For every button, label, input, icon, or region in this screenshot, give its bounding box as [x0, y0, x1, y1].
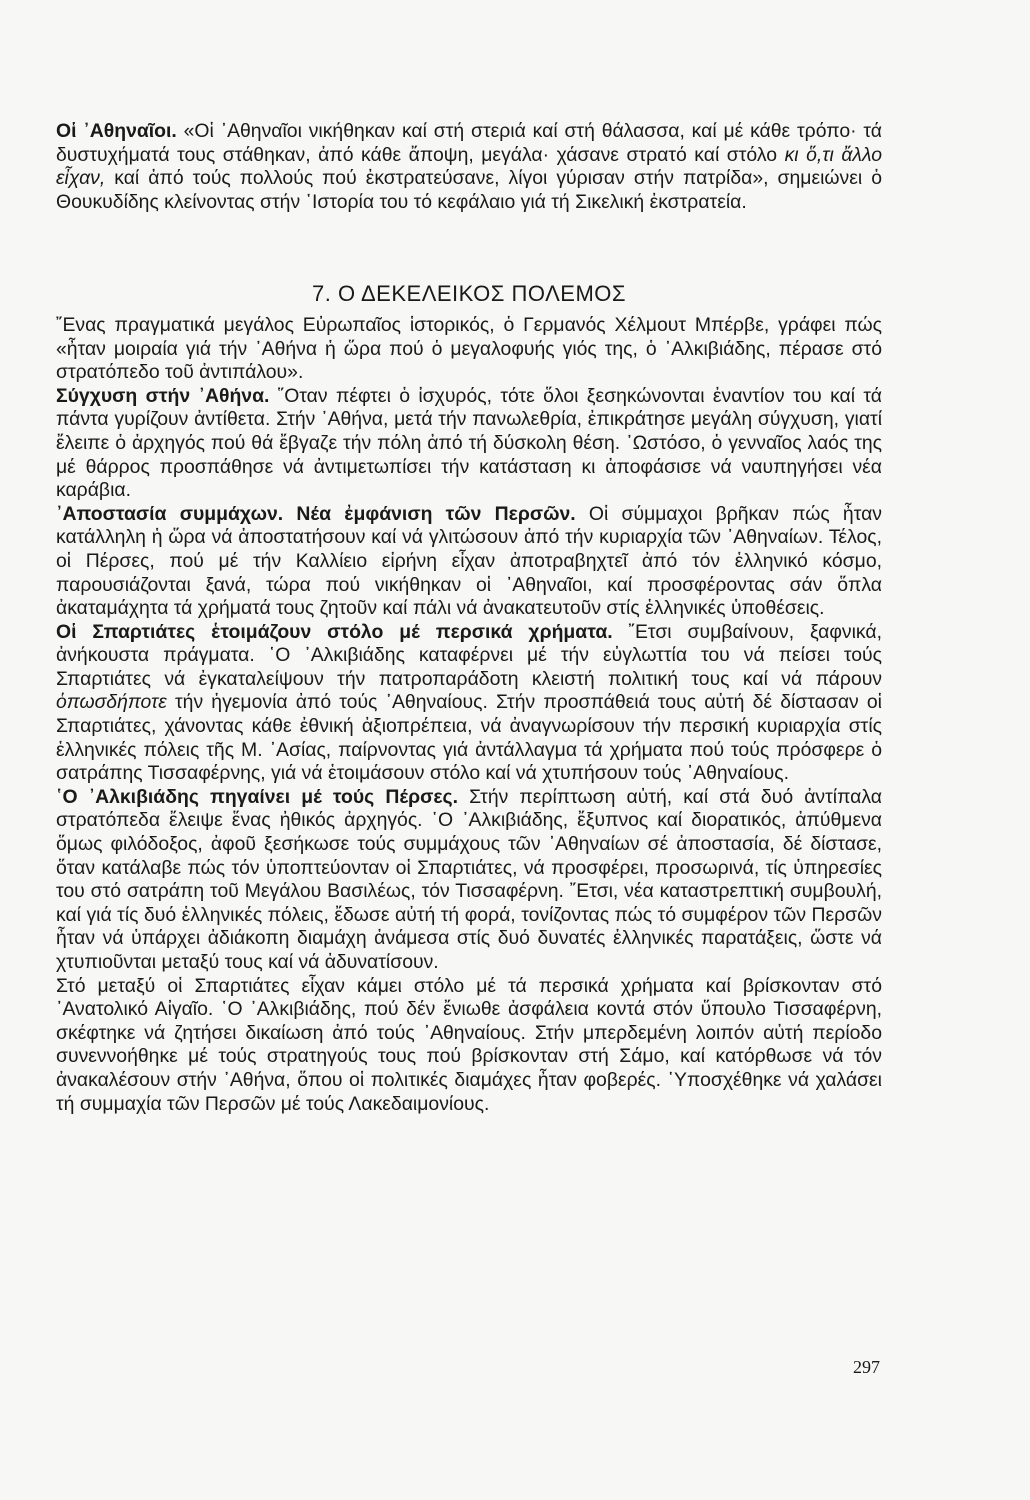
intro-text-1: «Οἱ ᾿Αθηναῖοι νικήθηκαν καί στή στεριά καί στή θάλασσα, καί μέ κάθε τρόπο· τά δυστυχήματά τους στάθηκαν, ἀπό κάθε ἄποψη, μεγάλα· χάσανε στρατό καί στόλο [56, 120, 882, 166]
paragraph-spartan-fleet [56, 621, 882, 786]
defection-heading: ᾿Αποστασία συμμάχων. Νέα ἐμφάνιση τῶν Περσῶν. [56, 502, 576, 525]
spartan-fleet-italic: ὁπωσδήποτε [56, 691, 167, 714]
confusion-text: ῞Οταν πέφτει ὁ ἰσχυρός, τότε ὅλοι ξεσηκώνονται ἐναντίον του καί τά πάντα γυρίζουν ἀντίθετα. Στήν ᾿Αθήνα, μετά τήν πανωλεθρία, ἐπικράτησε μεγάλη σύγχυση, γιατί ἔλειπε ὁ ἀρχηγός πού θά ἔβγαζε τήν πόλη ἀπό τή δύσκολη θέση. ᾿Ωστόσο, ὁ γενναῖος λαός της μέ θάρρος προσπάθησε νά ἀντιμετωπίσει τήν κατάσταση κι ἀποφάσισε νά ναυπηγήσει νέα καράβια. [56, 384, 882, 502]
spartan-fleet-text-2: τήν ἡγεμονία ἀπό τούς ᾿Αθηναίους. Στήν προσπάθειά τους αὐτή δέ δίστασαν οἱ Σπαρτιάτες, χάνοντας κάθε ἐθνική ἀξιοπρέπεια, νά ἀναγνωρίσουν τήν περσική κυριαρχία στίς ἑλληνικές πόλεις τῆς Μ. ᾿Ασίας, παίρνοντας γιά ἀντάλλαγμα τά χρήματα πού τούς πρόσφερε ὁ σατράπης Τισσαφέρνης, γιά νά ἑτοιμάσουν στόλο καί νά χτυπήσουν τούς ᾿Αθηναίους. [56, 691, 882, 785]
page-body [56, 120, 882, 1116]
spartan-fleet-heading: Οἱ Σπαρτιάτες ἑτοιμάζουν στόλο μέ περσικά χρήματα. [56, 620, 613, 643]
intro-paragraph [56, 120, 882, 214]
alcibiades-heading: ῾Ο ᾿Αλκιβιάδης πηγαίνει μέ τούς Πέρσες. [56, 785, 459, 808]
intro-text-2: καί ἀπό τούς πολλούς πού ἐκστρατεύσανε, λίγοι γύρισαν στήν πατρίδα», σημειώνει ὁ Θουκυδίδης κλείνοντας στήν ῾Ιστορία του τό κεφάλαιο γιά τή Σικελική ἐκστρατεία. [56, 167, 882, 213]
defection-text: Οἱ σύμμαχοι βρῆκαν πώς ἦταν κατάλληλη ἡ ὥρα νά ἀποστατήσουν καί νά γλιτώσουν ἀπό τήν κυριαρχία τῶν ᾿Αθηναίων. Τέλος, οἱ Πέρσες, πού μέ τήν Καλλίειο εἰρήνη εἶχαν ἀποτραβηχτεῖ ἀπό τόν ἑλληνικό κόσμο, παρουσιάζονται ξανά, τώρα πού νικήθηκαν οἱ ᾿Αθηναῖοι, καί προσφέροντας σάν ὅπλα ἀκαταμάχητα τά χρήματά τους ζητοῦν καί πάλι νά ἀνακατευτοῦν στίς ἑλληνικές ὑποθέσεις. [56, 502, 882, 620]
intro-heading: Οἱ ᾿Αθηναῖοι. [56, 120, 177, 142]
paragraph-confusion [56, 385, 882, 503]
confusion-heading: Σύγχυση στήν ᾿Αθήνα. [56, 384, 270, 407]
paragraph-berve: ῎Ενας πραγματικά μεγάλος Εὐρωπαῖος ἱστορικός, ὁ Γερμανός Χέλμουτ Μπέρβε, γράφει πώς «ἦταν μοιραία γιά τήν ᾿Αθήνα ἡ ὥρα πού ὁ μεγαλοφυής γιός της, ὁ ᾿Αλκιβιάδης, πέρασε στό στρατόπεδο τοῦ ἀντιπάλου». [56, 313, 882, 384]
paragraph-meanwhile: Στό μεταξύ οἱ Σπαρτιάτες εἶχαν κάμει στόλο μέ τά περσικά χρήματα καί βρίσκονταν στό ᾿Ανατολικό Αἰγαῖο. ῾Ο ᾿Αλκιβιάδης, πού δέν ἔνιωθε ἀσφάλεια κοντά στόν ὕπουλο Τισσαφέρνη, σκέφτηκε νά ζητήσει δικαίωση ἀπό τούς ᾿Αθηναίους. Στήν μπερδεμένη λοιπόν αὐτή περίοδο συνεννοήθηκε μέ τούς στρατηγούς τους πού βρίσκονταν στή Σάμο, καί κατόρθωσε νά τόν ἀνακαλέσουν στήν ᾿Αθήνα, ὅπου οἱ πολιτικές διαμάχες ἦταν φοβερές. ῾Υποσχέθηκε νά χαλάσει τή συμμαχία τῶν Περσῶν μέ τούς Λακεδαιμονίους. [56, 974, 882, 1115]
paragraph-defection [56, 503, 882, 621]
intro-italic: κι ὅ,τι ἄλλο εἶχαν, [56, 143, 882, 190]
page-number: 297 [853, 1357, 880, 1377]
paragraph-alcibiades-persians [56, 786, 882, 975]
spartan-fleet-text-1: ῎Ετσι συμβαίνουν, ξαφνικά, ἀνήκουστα πράγματα. ῾Ο ᾿Αλκιβιάδης καταφέρνει μέ τήν εὐγλωττία του νά πείσει τούς Σπαρτιάτες νά ἐγκαταλείψουν τήν πατροπαράδοτη κλειστή πολιτική τους καί νά πάρουν [56, 620, 882, 690]
section-title: 7. Ο ΔΕΚΕΛΕΙΚΟΣ ΠΟΛΕΜΟΣ [312, 281, 626, 307]
alcibiades-text: Στήν περίπτωση αὐτή, καί στά δυό ἀντίπαλα στρατόπεδα ἔλειψε ἕνας ἠθικός ἀρχηγός. ῾Ο ᾿Αλκιβιάδης, ἔξυπνος καί διορατικός, ἀπύθμενα ὅμως φιλόδοξος, ἀφοῦ ξεσήκωσε τούς συμμάχους τῶν ᾿Αθηναίων σέ ἀποστασία, δέ δίστασε, ὅταν κατάλαβε πώς τόν ὑποπτεύονταν οἱ Σπαρτιάτες, νά προσφέρει, προσωρινά, τίς ὑπηρεσίες του στό σατράπη τοῦ Μεγάλου Βασιλέως, τόν Τισσαφέρνη. ῎Ετσι, νέα καταστρεπτική συμβουλή, καί γιά τίς δυό ἑλληνικές πόλεις, ἔδωσε αὐτή τή φορά, τονίζοντας πώς τό συμφέρον τῶν Περσῶν ἦταν νά ὑπάρχει ἀδιάκοπη διαμάχη ἀνάμεσα στίς δυό δυνατές ἑλληνικές παρατάξεις, ὥστε νά χτυπιοῦνται μεταξύ τους καί νά ἀδυνατίσουν. [56, 785, 882, 973]
